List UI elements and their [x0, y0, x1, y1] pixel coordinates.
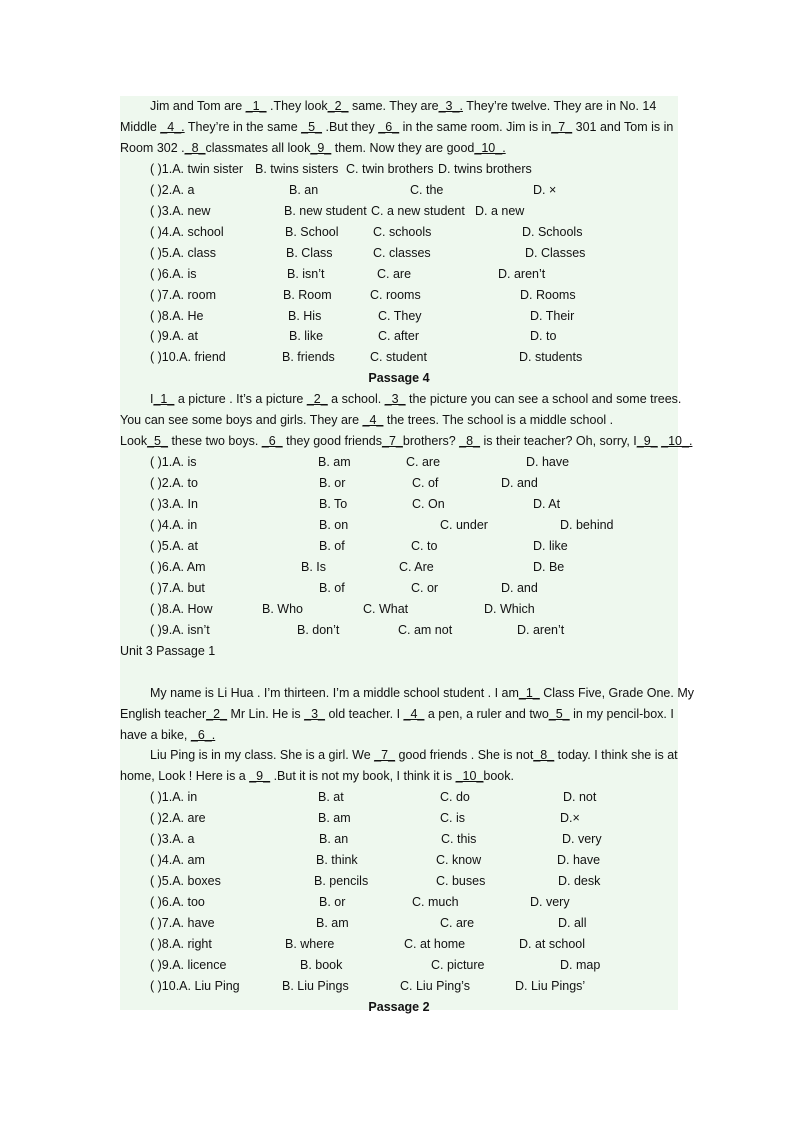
question-stem: ( )9.A. at — [150, 329, 198, 344]
question-stem: ( )1.A. twin sister — [150, 161, 244, 176]
question-row — [120, 913, 678, 934]
passage-line — [120, 410, 678, 431]
answer-option: D. like — [533, 538, 568, 553]
question-row — [120, 829, 678, 850]
text-run: Mr Lin. He is — [227, 706, 305, 721]
question-stem: ( )1.A. in — [150, 790, 198, 805]
answer-option: B. of — [319, 580, 345, 595]
blank: _9_ — [636, 434, 658, 449]
question-row — [120, 264, 678, 285]
blank: _3_ — [304, 706, 325, 721]
question-stem: ( )5.A. class — [150, 245, 216, 260]
passage-line — [120, 96, 678, 117]
question-stem: ( )3.A. In — [150, 497, 198, 512]
text-run: home, Look ! Here is a — [120, 769, 250, 784]
blank: _7_ — [551, 119, 573, 134]
question-row — [120, 326, 678, 347]
question-row — [120, 536, 678, 557]
answer-option: B. of — [319, 538, 345, 553]
blank-line — [120, 662, 678, 683]
question-row — [120, 222, 678, 243]
text-run: the trees. The school is a middle school . — [383, 413, 614, 428]
answer-option: C. They — [378, 308, 422, 323]
answer-option: D. have — [557, 853, 601, 868]
answer-option: B. at — [318, 790, 344, 805]
blank: _4_ — [362, 413, 384, 428]
blank: _8_ — [533, 748, 555, 763]
answer-option: D. to — [530, 329, 557, 344]
question-row — [120, 201, 678, 222]
blank: _4_ — [403, 706, 425, 721]
answer-option: B. twins sisters — [255, 161, 339, 176]
passage-line — [120, 725, 678, 746]
answer-option: B. isn’t — [287, 266, 325, 281]
question-stem: ( )7.A. but — [150, 580, 205, 595]
text-run: have a bike, — [120, 727, 191, 742]
question-row — [120, 347, 678, 368]
text-run: a school. — [327, 392, 385, 407]
answer-option: B. an — [319, 832, 349, 847]
question-row — [120, 243, 678, 264]
question-row — [120, 599, 678, 620]
question-row — [120, 159, 678, 180]
answer-option: C. What — [363, 601, 409, 616]
answer-option: D. aren’t — [498, 266, 546, 281]
answer-option: D. have — [526, 455, 570, 470]
blank: _8_ — [459, 434, 481, 449]
text-run: brothers? — [402, 434, 460, 449]
answer-option: D. × — [533, 182, 557, 197]
blank: _1_ — [245, 99, 267, 113]
question-row — [120, 578, 678, 599]
answer-option: C. under — [440, 518, 488, 532]
answer-option: D. behind — [560, 518, 614, 532]
blank: _9_ — [249, 769, 271, 784]
blank: _1_ — [153, 392, 175, 407]
question-stem: ( )2.A. a — [150, 182, 195, 197]
passage-line — [120, 138, 678, 159]
answer-option: B. where — [285, 937, 335, 951]
answer-option: B. pencils — [314, 874, 369, 889]
blank: _6_ — [378, 119, 400, 134]
answer-option: C. Liu Ping’s — [400, 978, 470, 993]
text-run: these two boys. — [167, 434, 262, 449]
question-stem: ( )9.A. licence — [150, 957, 227, 972]
answer-option: D. aren’t — [517, 622, 565, 637]
passage-heading — [120, 997, 678, 1018]
question-stem: ( )4.A. in — [150, 518, 198, 532]
text-run: Room 302 . — [120, 140, 185, 155]
answer-option: D.× — [560, 811, 580, 826]
question-stem: ( )2.A. are — [150, 811, 206, 826]
text-run: Class Five, Grade One. My — [539, 685, 694, 700]
text-run: Look — [120, 434, 148, 449]
text-run: today. I think she is at — [554, 748, 678, 763]
answer-option: C. is — [440, 811, 465, 826]
answer-option: C. classes — [373, 245, 431, 260]
answer-option: C. are — [406, 455, 441, 470]
answer-option: C. the — [410, 182, 444, 197]
answer-option: B. Is — [301, 559, 327, 574]
text-run: in the same room. Jim is in — [399, 119, 552, 134]
question-row — [120, 934, 678, 955]
blank: _5_ — [548, 706, 570, 721]
question-row — [120, 850, 678, 871]
blank: _7_ — [374, 748, 396, 763]
answer-option: C. On — [412, 497, 445, 512]
text-run: I — [150, 392, 154, 407]
blank: _4_. — [160, 119, 185, 134]
answer-option: C. a new student — [371, 203, 465, 218]
question-stem: ( )8.A. He — [150, 308, 204, 323]
text-run: Passage 4 — [368, 371, 430, 386]
answer-option: C. to — [411, 538, 438, 553]
text-run: 301 and Tom is in — [572, 119, 674, 134]
answer-option: B. an — [289, 182, 319, 197]
answer-option: B. new student — [284, 203, 367, 218]
question-row — [120, 787, 678, 808]
question-stem: ( )7.A. have — [150, 916, 215, 931]
question-stem: ( )5.A. at — [150, 538, 198, 553]
answer-option: C. picture — [431, 957, 485, 972]
worksheet-page — [120, 96, 694, 1014]
answer-option: B. To — [319, 497, 348, 512]
answer-option: C. at home — [404, 937, 466, 951]
question-stem: ( )4.A. school — [150, 224, 224, 239]
question-row — [120, 808, 678, 829]
question-stem: ( )3.A. new — [150, 203, 211, 218]
answer-option: D. at school — [519, 937, 586, 951]
answer-option: B. like — [289, 329, 324, 344]
text-run: a picture . It’s a picture — [174, 392, 307, 407]
answer-option: C. are — [377, 266, 412, 281]
passage-heading — [120, 368, 678, 389]
answer-option: C. rooms — [370, 287, 421, 302]
question-stem: ( )10.A. Liu Ping — [150, 978, 240, 993]
answer-option: D. Liu Pings’ — [515, 978, 586, 993]
question-row — [120, 452, 678, 473]
text-run: the picture you can see a school and some trees. — [405, 392, 682, 407]
answer-option: B. Class — [286, 245, 333, 260]
blank: _7_ — [382, 434, 403, 449]
answer-option: C. of — [412, 476, 439, 491]
answer-option: D. Classes — [525, 245, 586, 260]
passage-line — [120, 389, 682, 410]
question-stem: ( )5.A. boxes — [150, 874, 221, 889]
blank: _8_ — [184, 140, 206, 155]
answer-option: D. and — [501, 580, 538, 595]
answer-option: B. School — [285, 224, 339, 239]
answer-option: B. or — [319, 895, 346, 910]
passage-line — [120, 704, 678, 725]
question-row — [120, 306, 678, 327]
answer-option: D. Rooms — [520, 287, 576, 302]
answer-option: B. am — [318, 455, 351, 470]
text-run: a pen, a ruler and two — [424, 706, 549, 721]
answer-option: B. think — [316, 853, 358, 868]
text-run: Unit 3 Passage 1 — [120, 643, 216, 658]
blank: _10_. — [661, 434, 693, 449]
question-row — [120, 515, 678, 536]
answer-option: D. very — [562, 832, 602, 847]
text-run: good friends . She is not — [395, 748, 534, 763]
answer-option: D. At — [533, 497, 561, 512]
answer-option: D. Schools — [522, 224, 583, 239]
answer-option: B. don’t — [297, 622, 340, 637]
answer-option: C. much — [412, 895, 459, 910]
text-run: Middle — [120, 119, 161, 134]
question-stem: ( )8.A. right — [150, 937, 212, 951]
text-run: English teacher — [120, 706, 207, 721]
question-row — [120, 557, 678, 578]
blank: _2_ — [327, 99, 349, 113]
blank: _2_ — [306, 392, 328, 407]
passage-line — [120, 431, 693, 452]
question-stem: ( )2.A. to — [150, 476, 198, 491]
question-row — [120, 473, 678, 494]
text-run: .But it is not my book, I think it is — [270, 769, 456, 784]
text-run: .They look — [266, 99, 328, 113]
answer-option: D. and — [501, 476, 538, 491]
blank: _9_ — [310, 140, 332, 155]
answer-option: D. twins brothers — [438, 161, 532, 176]
question-stem: ( )6.A. is — [150, 266, 197, 281]
passage-line — [120, 766, 678, 787]
answer-option: C. twin brothers — [346, 161, 434, 176]
answer-option: D. map — [560, 957, 601, 972]
text-run: classmates all look — [205, 140, 311, 155]
answer-option: C. Are — [399, 559, 434, 574]
blank: _3_ — [384, 392, 406, 407]
answer-option: C. after — [378, 329, 419, 344]
answer-option: D. very — [530, 895, 570, 910]
text-run: they good friends — [282, 434, 383, 449]
blank: _10_. — [474, 140, 506, 155]
question-stem: ( )10.A. friend — [150, 350, 226, 365]
blank: _5_ — [301, 119, 322, 134]
answer-option: B. am — [316, 916, 349, 931]
answer-option: D. Their — [530, 308, 575, 323]
blank: _1_ — [518, 685, 540, 700]
question-row — [120, 892, 678, 913]
answer-option: D. a new — [475, 203, 525, 218]
text-run: They’re twelve. They are in No. 14 — [462, 99, 657, 113]
blank: _6_ — [261, 434, 283, 449]
question-stem: ( )6.A. too — [150, 895, 205, 910]
question-stem: ( )1.A. is — [150, 455, 197, 470]
blank: _3_. — [438, 99, 463, 113]
answer-option: B. His — [288, 308, 322, 323]
blank: _2_ — [206, 706, 228, 721]
question-row — [120, 976, 678, 997]
answer-option: C. do — [440, 790, 470, 805]
text-run: old teacher. I — [325, 706, 404, 721]
question-stem: ( )9.A. isn’t — [150, 622, 210, 637]
answer-option: D. all — [558, 916, 587, 931]
blank: _5_ — [147, 434, 168, 449]
text-run: Liu Ping is in my class. She is a girl. We — [150, 748, 375, 763]
unit-heading — [120, 641, 678, 662]
answer-option: B. Room — [283, 287, 332, 302]
answer-option: C. buses — [436, 874, 486, 889]
text-run: My name is Li Hua . I’m thirteen. I’m a middle school student . I am — [150, 685, 519, 700]
answer-option: C. student — [370, 350, 427, 365]
text-run: them. Now they are good — [331, 140, 475, 155]
answer-option: B. Who — [262, 601, 303, 616]
text-run: in my pencil-box. I — [569, 706, 674, 721]
question-stem: ( )6.A. Am — [150, 559, 206, 574]
question-stem: ( )4.A. am — [150, 853, 205, 868]
answer-option: B. Liu Pings — [282, 978, 349, 993]
answer-option: B. or — [319, 476, 346, 491]
text-run: Passage 2 — [368, 999, 430, 1014]
text-run: book. — [483, 769, 514, 784]
answer-option: C. am not — [398, 622, 453, 637]
passage-line — [120, 745, 678, 766]
answer-option: B. friends — [282, 350, 335, 365]
text-run: same. They are — [348, 99, 439, 113]
answer-option: C. or — [411, 580, 439, 595]
text-run: Jim and Tom are — [150, 99, 246, 113]
answer-option: D. Be — [533, 559, 565, 574]
passage-line — [120, 683, 694, 704]
answer-option: C. know — [436, 853, 482, 868]
blank: _10_ — [455, 769, 484, 784]
question-stem: ( )7.A. room — [150, 287, 216, 302]
text-run: is their teacher? Oh, sorry, I — [480, 434, 637, 449]
answer-option: C. schools — [373, 224, 432, 239]
question-row — [120, 871, 678, 892]
answer-option: D. Which — [484, 601, 535, 616]
question-row — [120, 955, 678, 976]
blank: _6_. — [190, 727, 216, 742]
answer-option: C. are — [440, 916, 475, 931]
answer-option: C. this — [441, 832, 477, 847]
question-row — [120, 620, 678, 641]
answer-option: D. desk — [558, 874, 601, 889]
question-row — [120, 180, 678, 201]
text-run: .But they — [322, 119, 379, 134]
question-stem: ( )8.A. How — [150, 601, 213, 616]
answer-option: D. students — [519, 350, 583, 365]
text-run: You can see some boys and girls. They are — [120, 413, 363, 428]
passage-line — [120, 117, 678, 138]
question-row — [120, 494, 678, 515]
answer-option: B. book — [300, 957, 343, 972]
text-run: They’re in the same — [184, 119, 302, 134]
question-row — [120, 285, 678, 306]
answer-option: D. not — [563, 790, 597, 805]
question-stem: ( )3.A. a — [150, 832, 195, 847]
answer-option: B. am — [318, 811, 351, 826]
answer-option: B. on — [319, 518, 349, 532]
